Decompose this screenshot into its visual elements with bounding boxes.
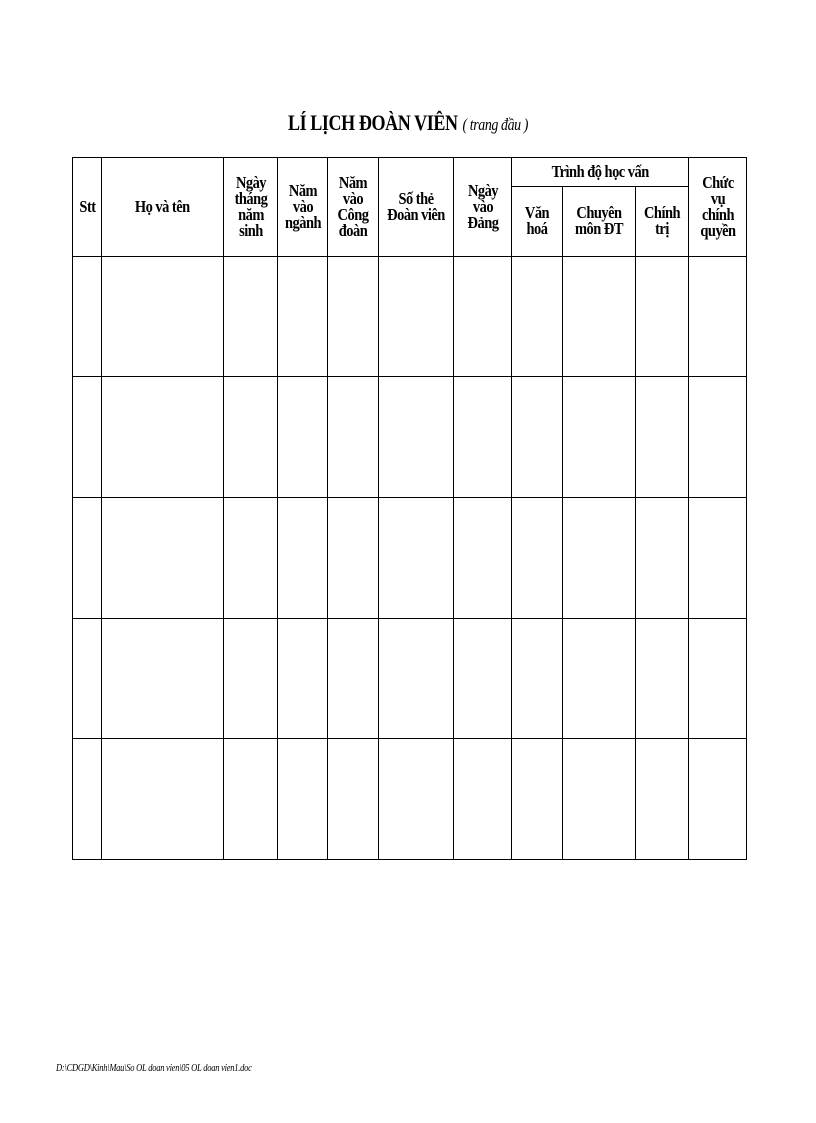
table-cell (224, 377, 278, 498)
table-cell (102, 256, 224, 377)
table-cell (278, 377, 328, 498)
table-cell (636, 497, 689, 618)
member-record-table (72, 157, 747, 860)
table-row (73, 739, 747, 860)
table-cell (636, 739, 689, 860)
table-cell (73, 739, 102, 860)
table-cell (454, 618, 512, 739)
header-government-position: Chức vụ chính quyền (689, 158, 747, 257)
table-cell (73, 256, 102, 377)
table-cell (224, 256, 278, 377)
table-cell (512, 256, 563, 377)
table-cell (454, 739, 512, 860)
table-cell (689, 377, 747, 498)
table-row (73, 256, 747, 377)
title-text: LÍ LỊCH ĐOÀN VIÊN (287, 110, 458, 135)
table-cell (328, 377, 379, 498)
table-cell (689, 256, 747, 377)
table-cell (379, 497, 454, 618)
table-cell (278, 256, 328, 377)
header-year-joined-sector: Năm vào ngành (278, 158, 328, 257)
table-cell (278, 739, 328, 860)
table-cell (379, 739, 454, 860)
header-stt: Stt (73, 158, 102, 257)
header-full-name: Họ và tên (102, 158, 224, 257)
table-cell (379, 377, 454, 498)
table-cell (563, 497, 636, 618)
table-cell (102, 497, 224, 618)
table-row (73, 377, 747, 498)
table-cell (512, 497, 563, 618)
table-cell (73, 618, 102, 739)
header-year-joined-union: Năm vào Công đoàn (328, 158, 379, 257)
table-cell (689, 497, 747, 618)
table-cell (379, 618, 454, 739)
table-cell (224, 618, 278, 739)
table-cell (73, 497, 102, 618)
table-cell (328, 256, 379, 377)
table-cell (454, 497, 512, 618)
table-cell (224, 497, 278, 618)
table-cell (636, 256, 689, 377)
table-cell (563, 377, 636, 498)
table-cell (512, 739, 563, 860)
title-subtitle: ( trang đầu ) (462, 115, 529, 134)
table-row (73, 618, 747, 739)
header-professional-training: Chuyên môn ĐT (563, 187, 636, 256)
table-cell (512, 377, 563, 498)
table-cell (278, 618, 328, 739)
table-cell (454, 377, 512, 498)
footer-file-path: D:\CDGD\Kinh\Mau\So OL doan vien\05 OL doan vien1.doc (56, 1063, 252, 1074)
table-cell (636, 377, 689, 498)
table-cell (102, 739, 224, 860)
table-cell (563, 739, 636, 860)
table-cell (454, 256, 512, 377)
table-cell (689, 618, 747, 739)
header-education-level: Trình độ học vấn (512, 158, 689, 187)
header-birth-date: Ngày tháng năm sinh (224, 158, 278, 257)
header-general-education: Văn hoá (512, 187, 563, 256)
table-cell (689, 739, 747, 860)
table-cell (563, 618, 636, 739)
header-political-theory: Chính trị (636, 187, 689, 256)
table-cell (563, 256, 636, 377)
table-cell (73, 377, 102, 498)
table-cell (224, 739, 278, 860)
table-cell (102, 377, 224, 498)
table-cell (328, 739, 379, 860)
header-member-card-number: Số thẻ Đoàn viên (379, 158, 454, 257)
table-cell (102, 618, 224, 739)
table-cell (328, 618, 379, 739)
table-cell (636, 618, 689, 739)
table-cell (379, 256, 454, 377)
table-cell (278, 497, 328, 618)
table-row (73, 497, 747, 618)
page-title (73, 110, 742, 136)
table-cell (328, 497, 379, 618)
header-party-join-date: Ngày vào Đảng (454, 158, 512, 257)
table-cell (512, 618, 563, 739)
